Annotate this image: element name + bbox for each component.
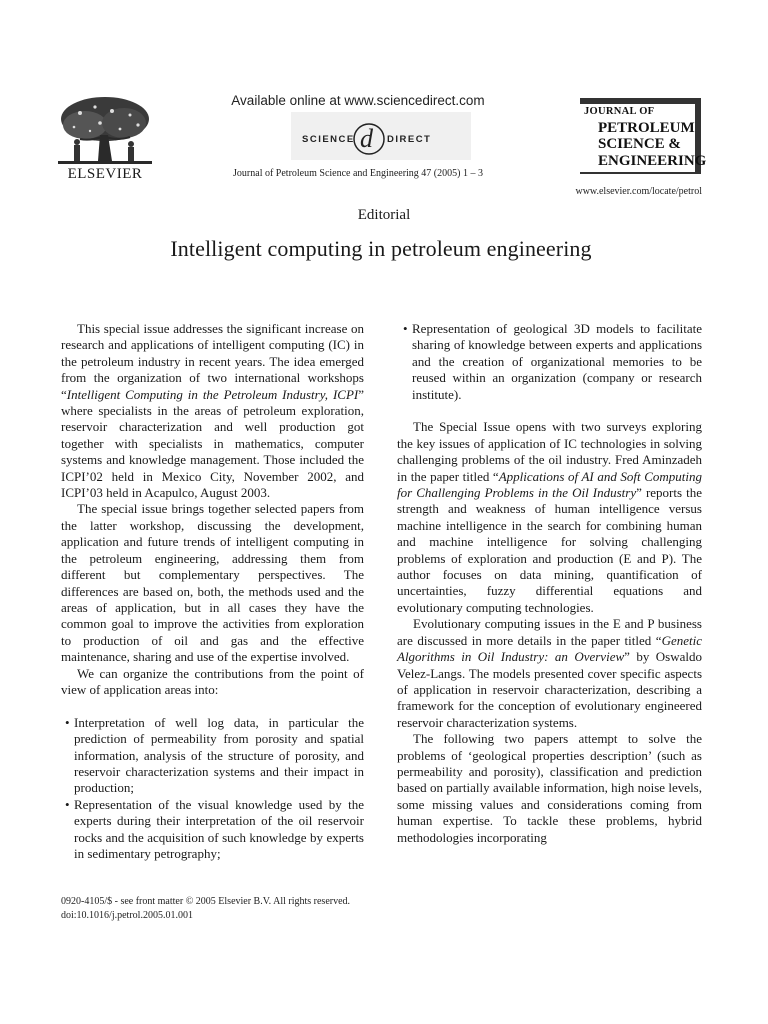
journal-url-link[interactable]: www.elsevier.com/locate/petrol xyxy=(575,186,702,197)
list-item: • Representation of geological 3D models to facilitate sharing of knowledge between experts and applications and the creation of organizational memories to be reused within an organization (company or research institute). xyxy=(403,321,702,402)
paragraph-special-issue: The special issue brings together selected papers from the latter workshop, discussing the development, application and future trends of intelligent computing in the petroleum engineering, addressing them from different but complementary perspectives. The differences are based on, both, the methods used and the areas of application, but in all cases they have the common goal to improve the activities from exploration to production of oil and gas and the effective maintenance, sharing and use of the expertise involved. xyxy=(61,501,364,665)
sciencedirect-right-text: DIRECT xyxy=(387,134,432,145)
paragraph-following: The following two papers attempt to solve the problems of ‘geological properties description’ (such as permeability and porosity), classification and prediction based on partially available information, high noise levels, some missing values and considerations coming from human expertise. To tackle these problems, hybrid methodologies incorporating xyxy=(397,731,702,845)
journal-box-line3: SCIENCE & xyxy=(598,136,681,152)
sciencedirect-logo xyxy=(265,110,475,162)
sciencedirect-left-text: SCIENCE xyxy=(302,134,355,145)
copyright-footer xyxy=(61,895,350,923)
list-item: • Representation of the visual knowledge used by the experts during their interpretation of the oil reservoir rocks and the acquisition of such knowledge by experts in sedimentary petrography; xyxy=(65,796,364,861)
right-column xyxy=(397,321,702,846)
available-online-text: Available online at www.sciencedirect.com xyxy=(231,93,485,108)
paragraph-evolutionary: Evolutionary computing issues in the E and P business are discussed in more details in the paper titled “Genetic Algorithms in Oil Industry: an Overview” by Oswaldo Velez-Langs. The models presented cover specific aspects of application in reservoir characterization, describing a framework for the conception of evolutionary engineered reservoir characterization systems. xyxy=(397,616,702,730)
publisher-name: ELSEVIER xyxy=(67,166,143,182)
doi-line[interactable]: doi:10.1016/j.petrol.2005.01.001 xyxy=(61,910,193,921)
application-areas-list xyxy=(61,715,364,863)
list-item: • Interpretation of well log data, in particular the prediction of permeability from porosity and spatial information, analysis of the structure of porosity, and reservoir characterization systems and their impact in production; xyxy=(65,714,364,796)
paragraph-organize: We can organize the contributions from the point of view of application areas into: xyxy=(61,665,364,697)
article-title: Intelligent computing in petroleum engineering xyxy=(170,236,592,261)
journal-box-line1: JOURNAL OF xyxy=(584,106,655,117)
left-column xyxy=(61,321,364,862)
paragraph-intro: This special issue addresses the significant increase on research and applications of intelligent computing (IC) in the petroleum industry in recent years. The idea emerged from the organization of two international workshops “Intelligent Computing in the Petroleum Industry, ICPI” where specialists in the areas of petroleum exploration, reservoir characterization and well production got together with specialists in mathematics, computer systems and knowledge management. Those included the ICPI’02 held in Mexico City, November 2002, and ICPI’03 held in Acapulco, August 2003. xyxy=(61,321,364,501)
bullet-icon: • xyxy=(403,321,408,336)
paragraph-surveys: The Special Issue opens with two surveys exploring the key issues of application of IC technologies in solving challenging problems of the oil industry. Fred Aminzadeh in the paper titled “Applications of AI and Soft Computing for Challenging Problems in the Oil Industry” reports the strength and weakness of human intelligence versus machine intelligence in the search for combining human and machine intelligence for solving challenging problems of exploration and production (E and P). The author focuses on data mining, quantification of uncertainties, fuzzy differential equations and evolutionary computing technologies. xyxy=(397,419,702,615)
bullet-icon: • xyxy=(65,714,70,730)
bullet-icon: • xyxy=(65,796,70,812)
application-areas-list-cont xyxy=(397,321,702,403)
svg-text:d: d xyxy=(360,124,373,153)
journal-title-box xyxy=(580,98,707,174)
journal-citation: Journal of Petroleum Science and Engineering 47 (2005) 1 – 3 xyxy=(233,168,483,179)
journal-box-line4: ENGINEERING xyxy=(598,153,707,169)
section-label: Editorial xyxy=(357,207,411,223)
journal-box-line2: PETROLEUM xyxy=(598,120,695,136)
copyright-line: 0920-4105/$ - see front matter © 2005 Elsevier B.V. All rights reserved. xyxy=(61,896,351,907)
